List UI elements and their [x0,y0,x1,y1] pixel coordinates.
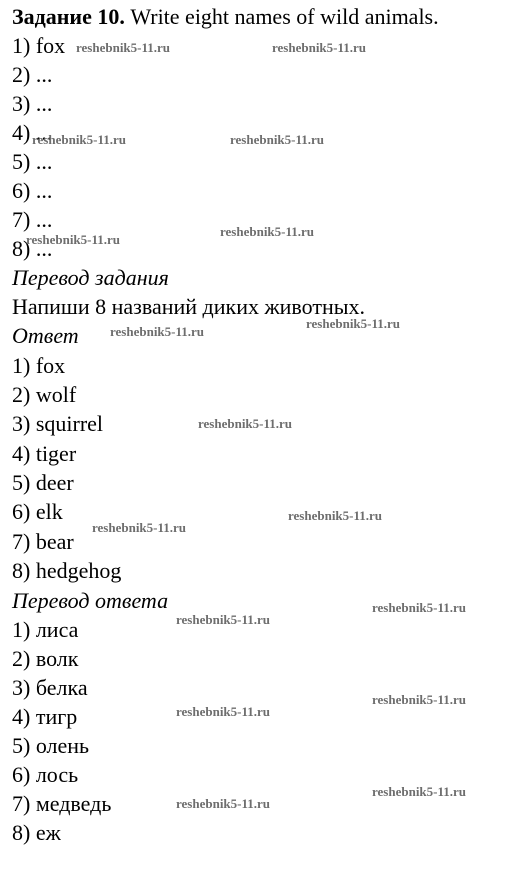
watermark: reshebnik5-11.ru [176,612,271,627]
task-text: Write eight names of wild animals. [130,4,439,29]
answer-item-3: 3) squirrel [12,411,104,436]
translation-heading: Перевод задания [12,265,169,290]
task-title [12,4,439,30]
answer-translation-item-3: 3) белка [12,675,88,700]
watermark: reshebnik5-11.ru [372,784,467,799]
answer-item-4: 4) tiger [12,441,77,466]
answer-translation-item-8: 8) еж [12,820,61,845]
task-item-5: 5) ... [12,149,53,174]
watermark: reshebnik5-11.ru [230,132,325,147]
task-item-1: 1) fox [12,33,66,58]
task-item-3: 3) ... [12,91,53,116]
answer-item-7: 7) bear [12,529,74,554]
answer-item-6: 6) elk [12,499,63,524]
watermark: reshebnik5-11.ru [288,508,383,523]
watermark: reshebnik5-11.ru [306,316,401,331]
answer-translation-item-2: 2) волк [12,646,79,671]
answer-translation-item-7: 7) медведь [12,791,112,816]
answer-translation-item-4: 4) тигр [12,704,78,729]
watermark: reshebnik5-11.ru [32,132,127,147]
answer-translation-item-6: 6) лось [12,762,79,787]
task-item-6: 6) ... [12,178,53,203]
answer-item-1: 1) fox [12,353,66,378]
task-item-8: 8) ... [12,236,53,261]
translation-text: Напиши 8 названий диких животных. [12,294,366,319]
answer-item-2: 2) wolf [12,382,77,407]
task-label: Задание 10. [12,4,125,29]
task-item-7: 7) ... [12,207,53,232]
watermark: reshebnik5-11.ru [198,416,293,431]
watermark: reshebnik5-11.ru [26,232,121,247]
answer-translation-item-1: 1) лиса [12,617,79,642]
task-item-4: 4) ... [12,120,53,145]
watermark: reshebnik5-11.ru [372,692,467,707]
watermark: reshebnik5-11.ru [176,704,271,719]
watermark: reshebnik5-11.ru [176,796,271,811]
answer-heading: Ответ [12,323,79,348]
watermark: reshebnik5-11.ru [110,324,205,339]
watermark: reshebnik5-11.ru [92,520,187,535]
task-item-2: 2) ... [12,62,53,87]
answer-item-5: 5) deer [12,470,74,495]
watermark: reshebnik5-11.ru [76,40,171,55]
answer-translation-heading: Перевод ответа [12,588,169,613]
watermark: reshebnik5-11.ru [272,40,367,55]
answer-translation-item-5: 5) олень [12,733,90,758]
watermark: reshebnik5-11.ru [372,600,467,615]
watermark: reshebnik5-11.ru [220,224,315,239]
answer-item-8: 8) hedgehog [12,558,122,583]
